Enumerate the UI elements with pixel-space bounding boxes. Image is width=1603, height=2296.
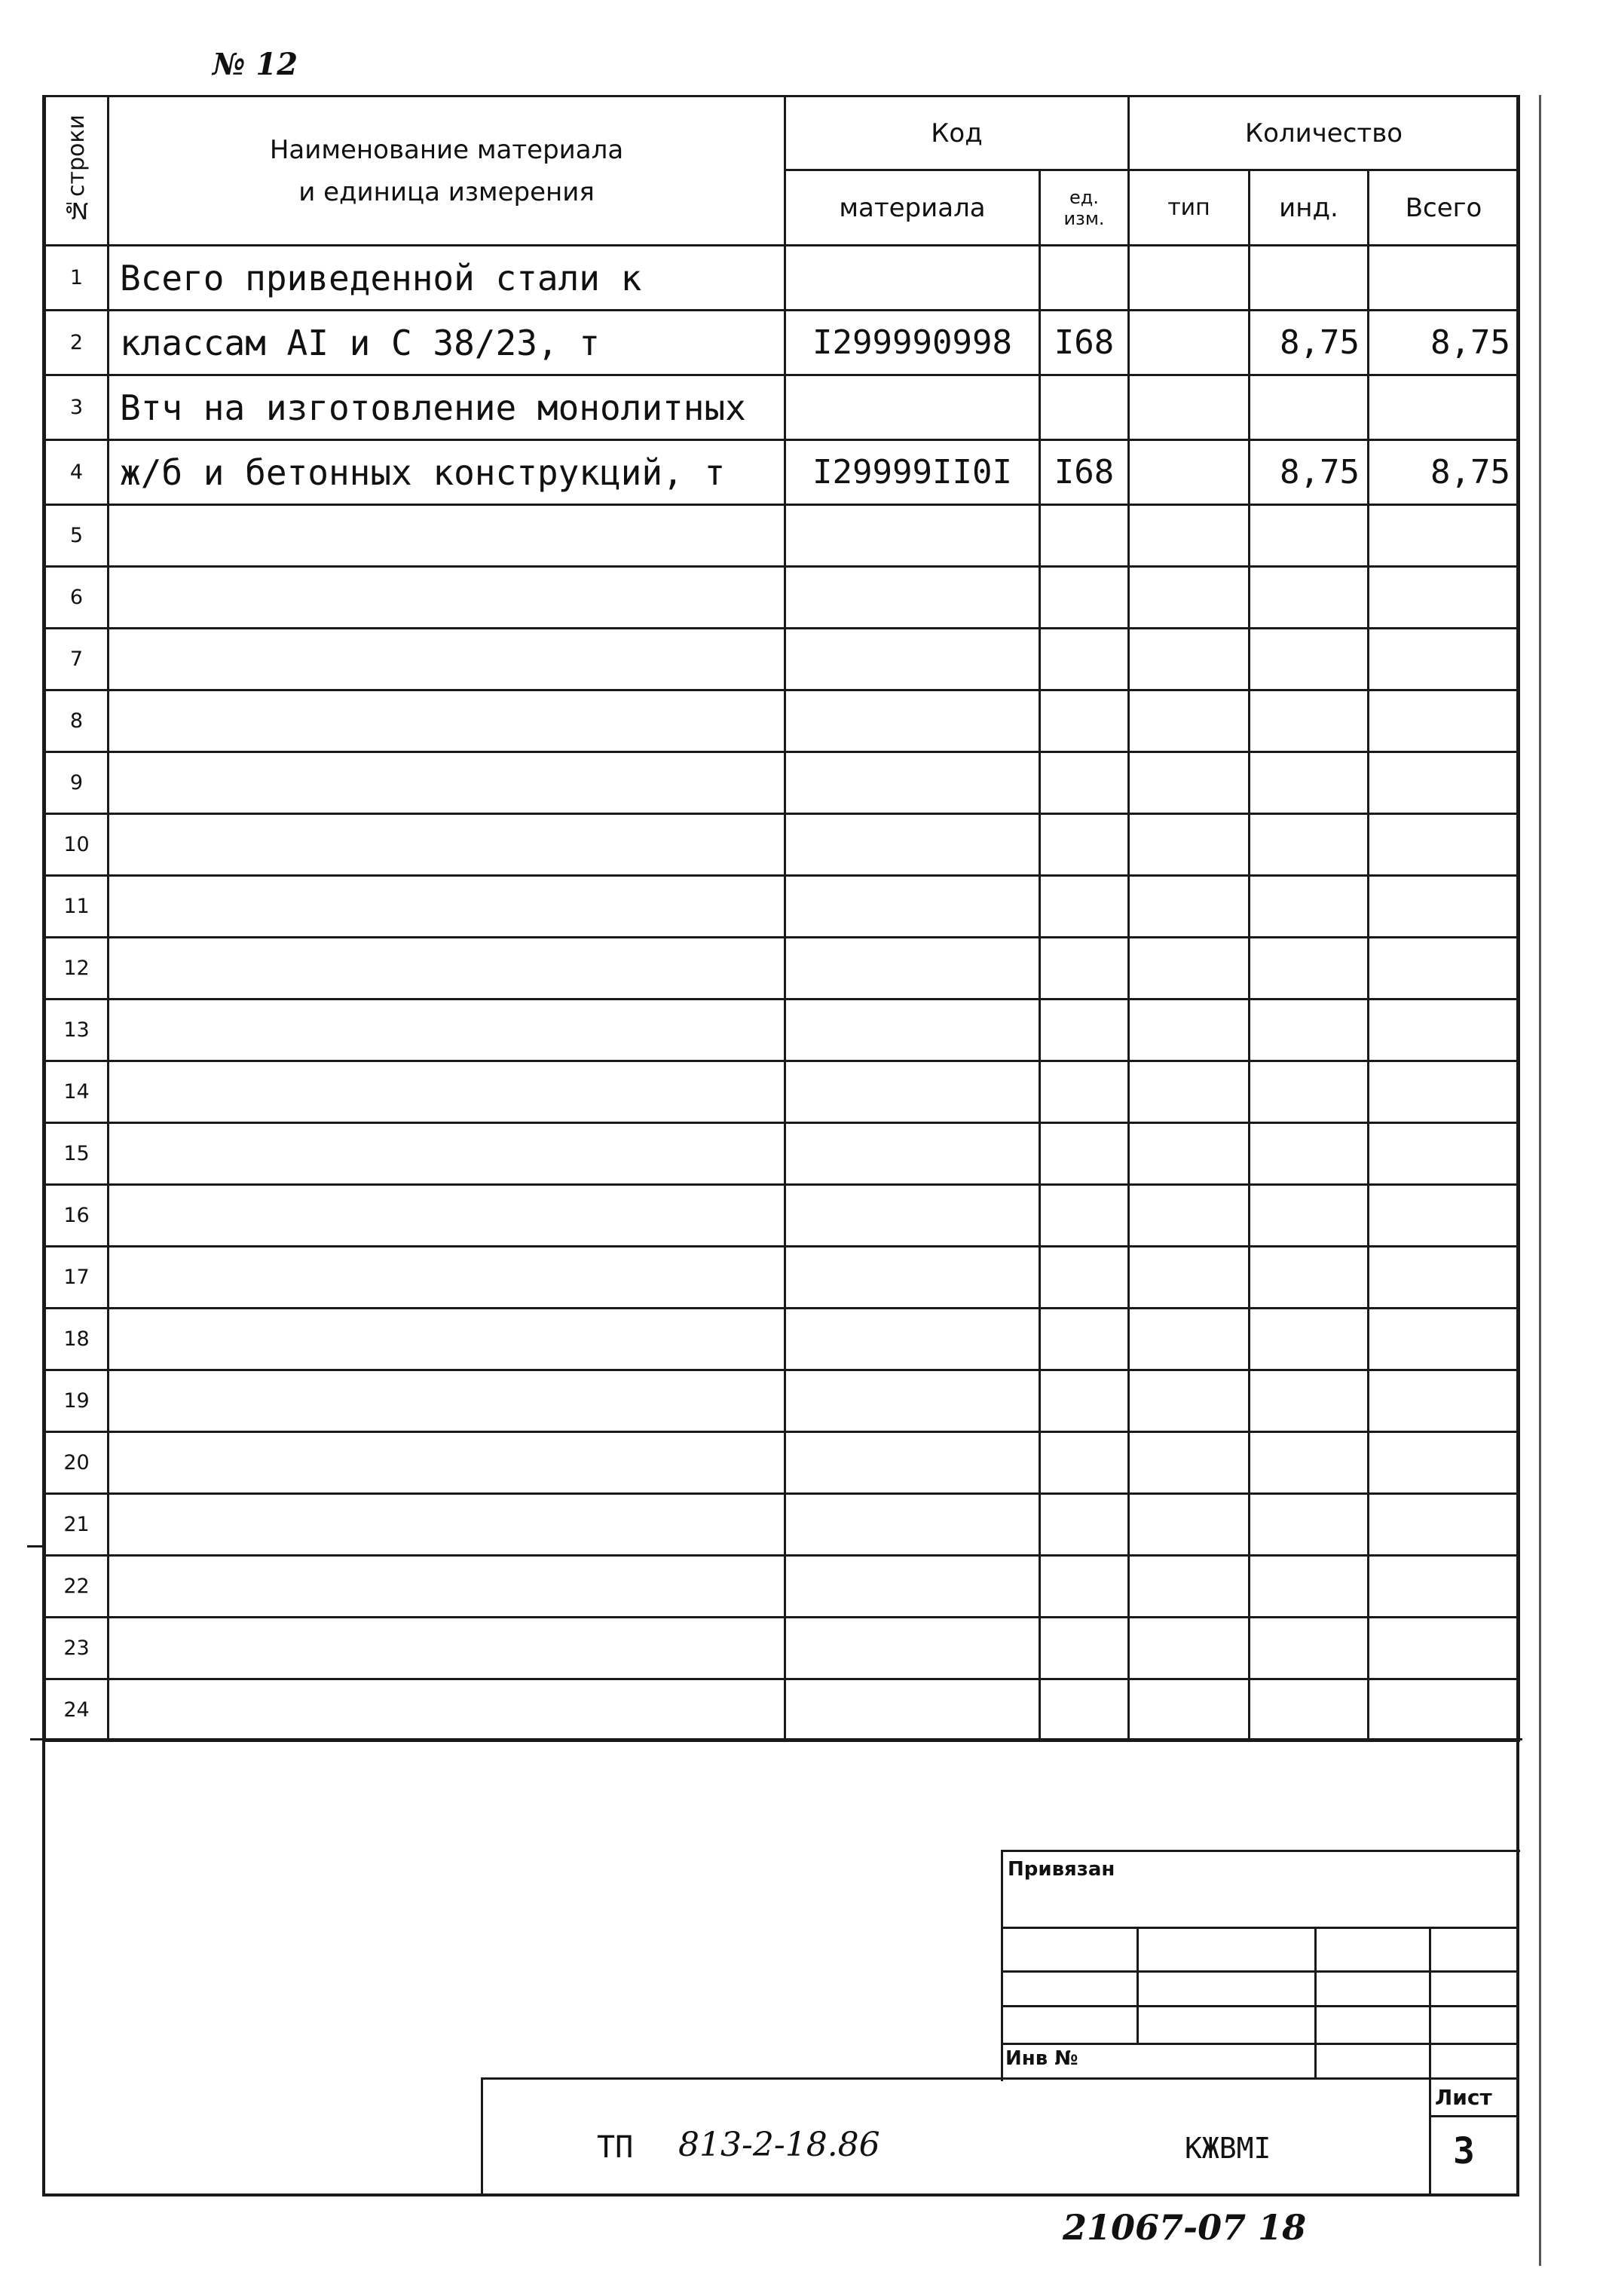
material-code — [785, 1432, 1040, 1494]
material-name — [109, 1432, 785, 1494]
stamp-hline-3 — [1001, 2005, 1518, 2007]
table-row — [45, 629, 1519, 690]
qty-type — [1129, 1061, 1250, 1123]
material-code — [785, 1061, 1040, 1123]
material-code — [785, 1618, 1040, 1679]
qty-total — [1369, 1618, 1519, 1679]
unit-code — [1040, 505, 1129, 567]
material-code: I29999II0I — [785, 440, 1040, 505]
page-mark: № 12 — [213, 47, 298, 82]
table-row — [45, 1618, 1519, 1679]
qty-total — [1369, 1000, 1519, 1061]
material-code — [785, 1370, 1040, 1432]
stamp-hline-4 — [1001, 2043, 1518, 2045]
unit-code — [1040, 1370, 1129, 1432]
qty-total — [1369, 1247, 1519, 1309]
qty-ind — [1250, 1618, 1369, 1679]
qty-ind: 8,75 — [1250, 440, 1369, 505]
material-code — [785, 1185, 1040, 1247]
material-name — [109, 690, 785, 752]
material-code — [785, 1000, 1040, 1061]
unit-code — [1040, 1000, 1129, 1061]
unit-code — [1040, 246, 1129, 311]
qty-ind — [1250, 629, 1369, 690]
qty-ind — [1250, 876, 1369, 938]
qty-total: 8,75 — [1369, 440, 1519, 505]
bottom-mark: 21067-07 18 — [1063, 2207, 1307, 2248]
unit-code — [1040, 690, 1129, 752]
qty-total — [1369, 1432, 1519, 1494]
qty-ind — [1250, 1000, 1369, 1061]
table-row — [45, 690, 1519, 752]
material-name — [109, 1185, 785, 1247]
material-code — [785, 1494, 1040, 1556]
qty-type — [1129, 440, 1250, 505]
row-number: 4 — [45, 440, 109, 505]
material-code — [785, 1123, 1040, 1185]
row-number: 7 — [45, 629, 109, 690]
qty-total — [1369, 246, 1519, 311]
unit-code — [1040, 1494, 1129, 1556]
qty-type — [1129, 1556, 1250, 1618]
row-number: 16 — [45, 1185, 109, 1247]
material-name — [109, 629, 785, 690]
material-name — [109, 876, 785, 938]
qty-total — [1369, 876, 1519, 938]
row-number: 18 — [45, 1309, 109, 1370]
unit-code — [1040, 1247, 1129, 1309]
qty-type — [1129, 752, 1250, 814]
qty-total — [1369, 1370, 1519, 1432]
material-name — [109, 1494, 785, 1556]
qty-ind — [1250, 1123, 1369, 1185]
qty-total — [1369, 629, 1519, 690]
qty-ind — [1250, 1679, 1369, 1741]
row-number: 21 — [45, 1494, 109, 1556]
qty-group-header: Количество — [1129, 96, 1519, 170]
code-group-header: Код — [785, 96, 1129, 170]
qty-total — [1369, 814, 1519, 876]
row-number: 22 — [45, 1556, 109, 1618]
qty-ind — [1250, 1185, 1369, 1247]
row-number: 15 — [45, 1123, 109, 1185]
qty-type — [1129, 814, 1250, 876]
material-name: ж/б и бетонных конструкций, т — [109, 440, 785, 505]
table-row — [45, 1494, 1519, 1556]
left-tick — [27, 1545, 45, 1548]
sheet-number: 3 — [1453, 2130, 1475, 2172]
tp-prefix: ТП — [597, 2130, 634, 2165]
unit-code — [1040, 1309, 1129, 1370]
material-code — [785, 938, 1040, 1000]
qty-type — [1129, 1309, 1250, 1370]
row-number: 5 — [45, 505, 109, 567]
material-name: классам АI и С 38/23, т — [109, 311, 785, 375]
material-code — [785, 752, 1040, 814]
row-number: 19 — [45, 1370, 109, 1432]
material-name — [109, 938, 785, 1000]
table-row — [45, 876, 1519, 938]
row-number: 9 — [45, 752, 109, 814]
title-block-left — [481, 2077, 483, 2195]
qty-type — [1129, 1679, 1250, 1741]
row-number: 12 — [45, 938, 109, 1000]
row-number: 11 — [45, 876, 109, 938]
material-name — [109, 1556, 785, 1618]
name-header: Наименование материала и единица измерения — [109, 96, 785, 246]
frame-left — [42, 95, 45, 2195]
qty-type — [1129, 1618, 1250, 1679]
unit-code — [1040, 752, 1129, 814]
unit-code — [1040, 375, 1129, 440]
table-row — [45, 1309, 1519, 1370]
qty-ind — [1250, 375, 1369, 440]
qty-ind — [1250, 1061, 1369, 1123]
material-code — [785, 567, 1040, 629]
qty-ind — [1250, 1309, 1369, 1370]
qty-total — [1369, 1123, 1519, 1185]
material-code — [785, 1679, 1040, 1741]
row-number: 24 — [45, 1679, 109, 1741]
row-number: 2 — [45, 311, 109, 375]
material-code — [785, 629, 1040, 690]
material-name — [109, 567, 785, 629]
qty-ind-header: инд. — [1250, 170, 1369, 246]
qty-type — [1129, 375, 1250, 440]
qty-type — [1129, 1370, 1250, 1432]
row-number: 14 — [45, 1061, 109, 1123]
table-row — [45, 311, 1519, 375]
unit-code — [1040, 567, 1129, 629]
qty-total — [1369, 752, 1519, 814]
qty-type — [1129, 1247, 1250, 1309]
qty-total — [1369, 375, 1519, 440]
qty-type — [1129, 246, 1250, 311]
frame-bottom — [42, 2193, 1519, 2197]
table-row — [45, 567, 1519, 629]
row-number: 13 — [45, 1000, 109, 1061]
table-row — [45, 505, 1519, 567]
stamp-vline-1 — [1136, 1927, 1139, 2043]
material-code — [785, 375, 1040, 440]
unit-code — [1040, 1123, 1129, 1185]
material-code — [785, 1309, 1040, 1370]
attached-label: Привязан — [1008, 1858, 1115, 1881]
qty-total — [1369, 1061, 1519, 1123]
stamp-hline-2 — [1001, 1970, 1518, 1973]
unit-code — [1040, 1556, 1129, 1618]
qty-type — [1129, 1185, 1250, 1247]
row-number: 8 — [45, 690, 109, 752]
table-row — [45, 1556, 1519, 1618]
qty-ind — [1250, 938, 1369, 1000]
table-row — [45, 1123, 1519, 1185]
table-row — [45, 1000, 1519, 1061]
table-row — [45, 1247, 1519, 1309]
qty-type — [1129, 567, 1250, 629]
row-number: 3 — [45, 375, 109, 440]
material-name — [109, 1309, 785, 1370]
material-name — [109, 1000, 785, 1061]
qty-type — [1129, 505, 1250, 567]
qty-type — [1129, 1000, 1250, 1061]
qty-type-header: тип — [1129, 170, 1250, 246]
material-name — [109, 1123, 785, 1185]
unit-code — [1040, 938, 1129, 1000]
qty-total — [1369, 938, 1519, 1000]
row-number: 6 — [45, 567, 109, 629]
sheet-label: Лист — [1435, 2085, 1492, 2110]
qty-ind — [1250, 1247, 1369, 1309]
qty-total — [1369, 505, 1519, 567]
unit-code — [1040, 1185, 1129, 1247]
material-code — [785, 1556, 1040, 1618]
table-row — [45, 1370, 1519, 1432]
qty-ind — [1250, 752, 1369, 814]
unit-code — [1040, 876, 1129, 938]
material-code — [785, 876, 1040, 938]
table-row — [45, 246, 1519, 311]
material-name: Втч на изготовление монолитных — [109, 375, 785, 440]
row-number: 23 — [45, 1618, 109, 1679]
qty-ind — [1250, 567, 1369, 629]
row-number: 17 — [45, 1247, 109, 1309]
qty-total: 8,75 — [1369, 311, 1519, 375]
qty-ind — [1250, 1432, 1369, 1494]
unit-header: ед. изм. — [1040, 170, 1129, 246]
row-number: 20 — [45, 1432, 109, 1494]
row-number: 10 — [45, 814, 109, 876]
qty-total — [1369, 567, 1519, 629]
qty-total — [1369, 1309, 1519, 1370]
material-code — [785, 690, 1040, 752]
unit-code — [1040, 1432, 1129, 1494]
qty-ind — [1250, 814, 1369, 876]
qty-total — [1369, 1556, 1519, 1618]
qty-ind — [1250, 505, 1369, 567]
inventory-number-label: Инв № — [1005, 2047, 1078, 2070]
unit-code: I68 — [1040, 311, 1129, 375]
sheet-label-line — [1429, 2115, 1518, 2117]
edge-line-right — [1539, 95, 1541, 2266]
qty-type — [1129, 876, 1250, 938]
material-code: I299990998 — [785, 311, 1040, 375]
qty-type — [1129, 1123, 1250, 1185]
qty-ind — [1250, 246, 1369, 311]
material-code — [785, 1247, 1040, 1309]
material-name — [109, 1061, 785, 1123]
qty-total — [1369, 1185, 1519, 1247]
code-material-header: материала — [785, 170, 1040, 246]
attachment-block — [1001, 1850, 1520, 2081]
materials-table — [44, 95, 1520, 1742]
qty-ind — [1250, 1494, 1369, 1556]
stamp-vline-3 — [1429, 1927, 1431, 2195]
unit-code — [1040, 814, 1129, 876]
unit-code — [1040, 1618, 1129, 1679]
material-name — [109, 1370, 785, 1432]
tp-number: 813-2-18.86 — [678, 2126, 880, 2164]
qty-ind — [1250, 1370, 1369, 1432]
cut-line — [30, 1738, 1522, 1740]
unit-code: I68 — [1040, 440, 1129, 505]
qty-ind — [1250, 1556, 1369, 1618]
document-code: КЖВМI — [1185, 2132, 1271, 2165]
qty-total-header: Всего — [1369, 170, 1519, 246]
rownum-header: №строки — [45, 96, 109, 246]
table-row — [45, 375, 1519, 440]
material-name — [109, 1679, 785, 1741]
material-name — [109, 752, 785, 814]
qty-ind — [1250, 690, 1369, 752]
table-row — [45, 1432, 1519, 1494]
qty-total — [1369, 1679, 1519, 1741]
material-code — [785, 246, 1040, 311]
qty-total — [1369, 690, 1519, 752]
stamp-vline-2 — [1314, 1927, 1317, 2079]
material-code — [785, 814, 1040, 876]
material-name — [109, 1247, 785, 1309]
table-row — [45, 440, 1519, 505]
unit-code — [1040, 629, 1129, 690]
unit-code — [1040, 1061, 1129, 1123]
qty-type — [1129, 1494, 1250, 1556]
qty-type — [1129, 629, 1250, 690]
qty-type — [1129, 1432, 1250, 1494]
qty-type — [1129, 690, 1250, 752]
table-row — [45, 1185, 1519, 1247]
table-row — [45, 1679, 1519, 1741]
row-number: 1 — [45, 246, 109, 311]
qty-total — [1369, 1494, 1519, 1556]
material-name: Всего приведенной стали к — [109, 246, 785, 311]
material-name — [109, 814, 785, 876]
qty-type — [1129, 311, 1250, 375]
title-block-top — [481, 2077, 1518, 2080]
qty-type — [1129, 938, 1250, 1000]
stamp-hline-1 — [1001, 1927, 1518, 1929]
material-name — [109, 505, 785, 567]
qty-ind: 8,75 — [1250, 311, 1369, 375]
table-row — [45, 938, 1519, 1000]
unit-code — [1040, 1679, 1129, 1741]
material-name — [109, 1618, 785, 1679]
table-row — [45, 814, 1519, 876]
table-row — [45, 752, 1519, 814]
material-code — [785, 505, 1040, 567]
table-row — [45, 1061, 1519, 1123]
